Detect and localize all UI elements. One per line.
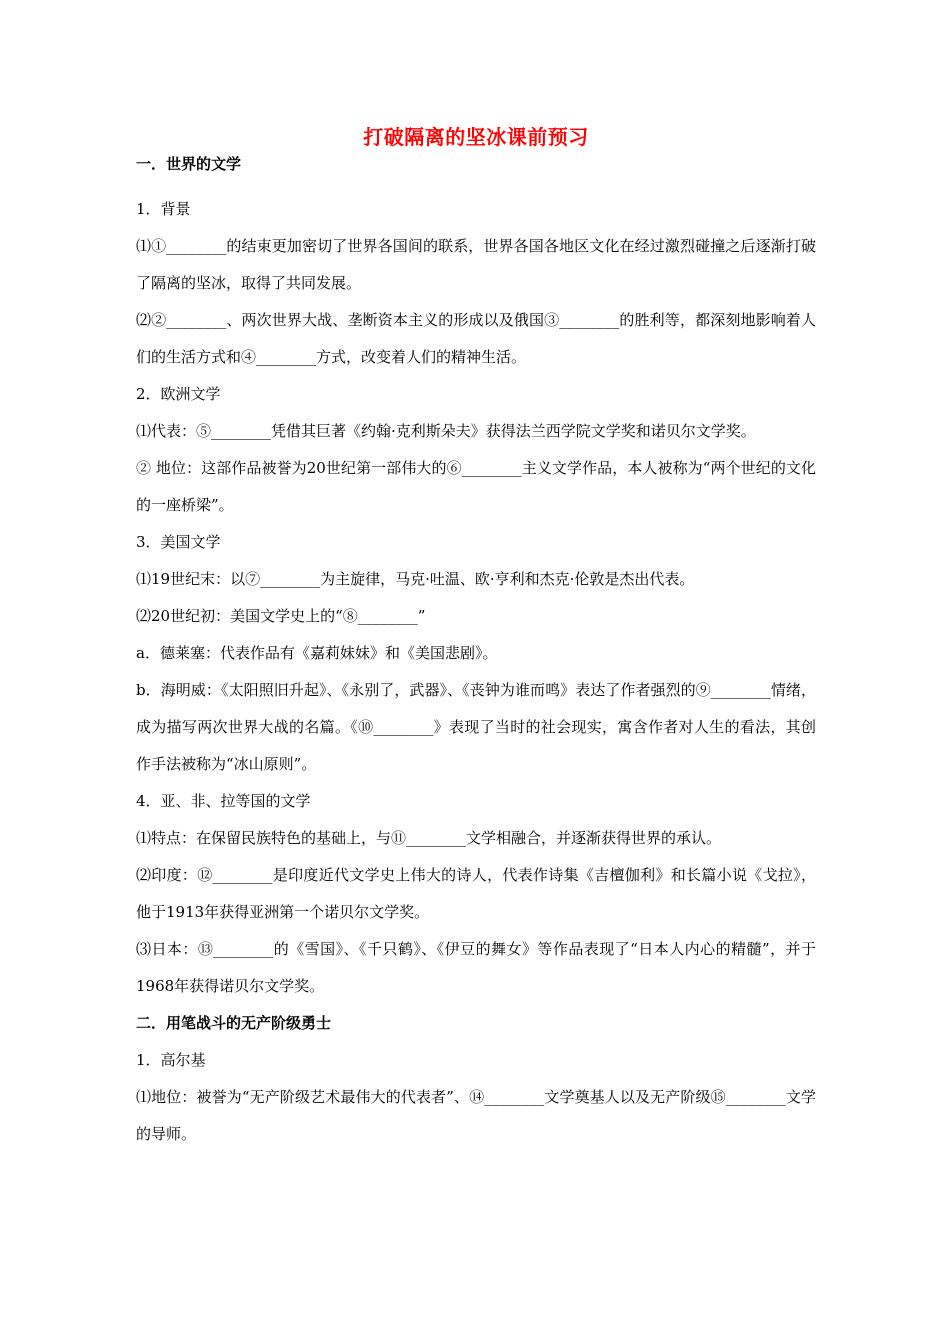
paragraph-america-1: ⑴19世纪末：以⑦________为主旋律，马克·吐温、欧·亨利和杰克·伦敦是杰出代表。 xyxy=(136,570,695,588)
subsection-label-asia: 4．亚、非、拉等国的文学 xyxy=(136,792,311,810)
paragraph-background-2: ⑵②________、两次世界大战、垄断资本主义的形成以及俄国③________的胜利等，都深刻地影响着人们的生活方式和④________方式，改变着人们的精神生活。 xyxy=(136,311,816,366)
paragraph-asia-2: ⑵印度：⑫________是印度近代文学史上伟大的诗人，代表作诗集《吉檀伽利》和长篇小说《戈拉》，他于1913年获得亚洲第一个诺贝尔文学奖。 xyxy=(136,866,816,921)
subsection-label-background: 1．背景 xyxy=(136,200,191,218)
subsection-label-europe: 2．欧洲文学 xyxy=(136,385,221,403)
paragraph-europe-1: ⑴代表：⑤________凭借其巨著《约翰·克利斯朵夫》获得法兰西学院文学奖和诺贝尔文学奖。 xyxy=(136,422,756,440)
paragraph-america-b: b．海明威：《太阳照旧升起》、《永别了，武器》、《丧钟为谁而鸣》表达了作者强烈的⑨________情绪，成为描写两次世界大战的名篇。《⑩________》表现了当时的社会现实，寓含作者对人生的看法，其创作手法被称为“冰山原则”。 xyxy=(136,681,816,773)
section-heading-world-literature: 一．世界的文学 xyxy=(136,155,242,173)
section-heading-proletarian-warrior: 二．用笔战斗的无产阶级勇士 xyxy=(136,1014,332,1032)
paragraph-asia-1: ⑴特点：在保留民族特色的基础上，与⑪________文学相融合，并逐渐获得世界的承认。 xyxy=(136,829,722,847)
page-title: 打破隔离的坚冰课前预习 xyxy=(363,125,589,149)
paragraph-gorky-1: ⑴地位：被誉为“无产阶级艺术最伟大的代表者”、⑭________文学奠基人以及无产阶级⑮________文学的导师。 xyxy=(136,1088,816,1143)
document-page xyxy=(136,120,816,1153)
paragraph-asia-3: ⑶日本：⑬________的《雪国》、《千只鹤》、《伊豆的舞女》等作品表现了“日本人内心的精髓”，并于1968年获得诺贝尔文学奖。 xyxy=(136,940,816,995)
subsection-label-america: 3．美国文学 xyxy=(136,533,221,551)
paragraph-america-2: ⑵20世纪初：美国文学史上的“⑧________” xyxy=(136,607,426,625)
paragraph-background-1: ⑴①________的结束更加密切了世界各国间的联系，世界各国各地区文化在经过激烈碰撞之后逐渐打破了隔离的坚冰，取得了共同发展。 xyxy=(136,237,816,292)
paragraph-europe-2: ② 地位：这部作品被誉为20世纪第一部伟大的⑥________主义文学作品，本人被称为“两个世纪的文化的一座桥梁”。 xyxy=(136,459,816,514)
paragraph-america-a: a．德莱塞：代表作品有《嘉莉妹妹》和《美国悲剧》。 xyxy=(136,644,498,662)
subsection-label-gorky: 1．高尔基 xyxy=(136,1051,206,1069)
